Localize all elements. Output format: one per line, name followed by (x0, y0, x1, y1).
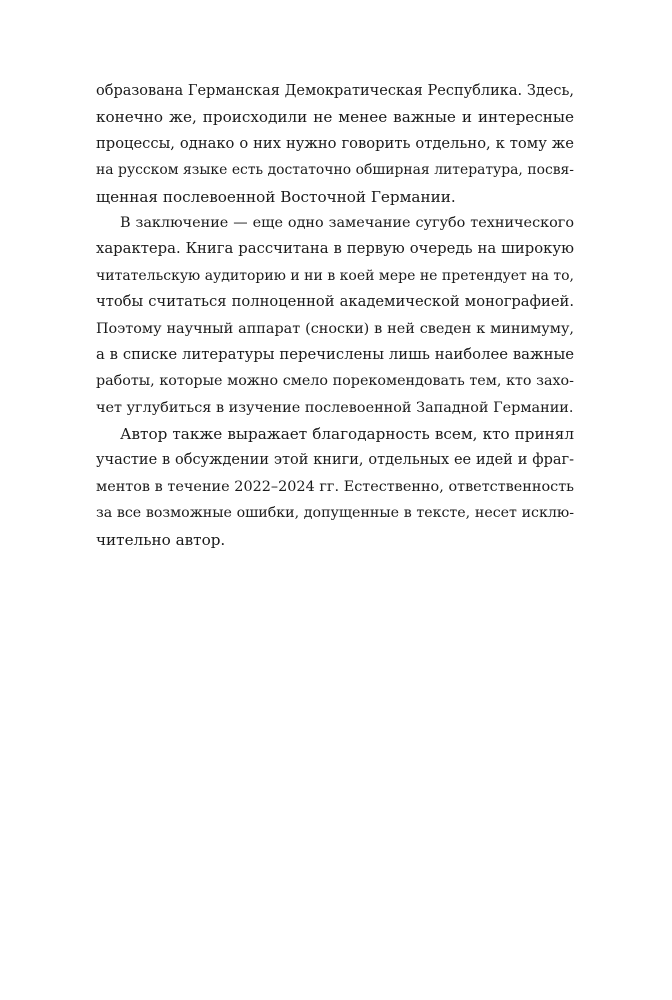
paragraph-3-line-5: чительно автор. (96, 530, 226, 549)
paragraph-2-line-1: В заключение — еще одно замечание сугубо технического (120, 214, 574, 231)
paragraph-3-line-2: участие в обсуждении этой книги, отдельных ее идей и фраг- (96, 452, 574, 469)
paragraph-1-line-4: на русском языке есть достаточно обширная литература, посвя- (96, 162, 574, 179)
paragraph-2-line-7: работы, которые можно смело порекомендовать тем, кто захо- (96, 373, 574, 390)
paragraph-2-line-3: читательскую аудиторию и ни в коей мере не претендует на то, (96, 267, 574, 284)
paragraph-3-line-1: Автор также выражает благодарность всем, кто принял (120, 425, 574, 444)
paragraph-3-line-4: за все возможные ошибки, допущенные в тексте, несет исклю- (96, 505, 574, 522)
paragraph-2-line-2: характера. Книга рассчитана в первую очередь на широкую (96, 240, 574, 258)
paragraph-1-line-3: процессы, однако о них нужно говорить отдельно, к тому же (96, 134, 574, 152)
paragraph-1-line-1: образована Германская Демократическая Республика. Здесь, (96, 83, 574, 99)
paragraph-1-line-2: конечно же, происходили не менее важные и интересные (96, 108, 574, 127)
paragraph-2-line-6: а в списке литературы перечислены лишь наиболее важные (96, 345, 574, 363)
paragraph-2-line-8: чет углубиться в изучение послевоенной Западной Германии. (96, 399, 574, 416)
paragraph-2-line-5: Поэтому научный аппарат (сноски) в ней сведен к минимуму, (96, 320, 574, 337)
body-text (96, 78, 574, 553)
paragraph-3-line-3: ментов в течение 2022–2024 гг. Естественно, ответственность (96, 478, 574, 495)
paragraph-1-line-5: щенная послевоенной Восточной Германии. (96, 187, 456, 206)
paragraph-2-line-4: чтобы считаться полноценной академической монографией. (96, 293, 574, 311)
